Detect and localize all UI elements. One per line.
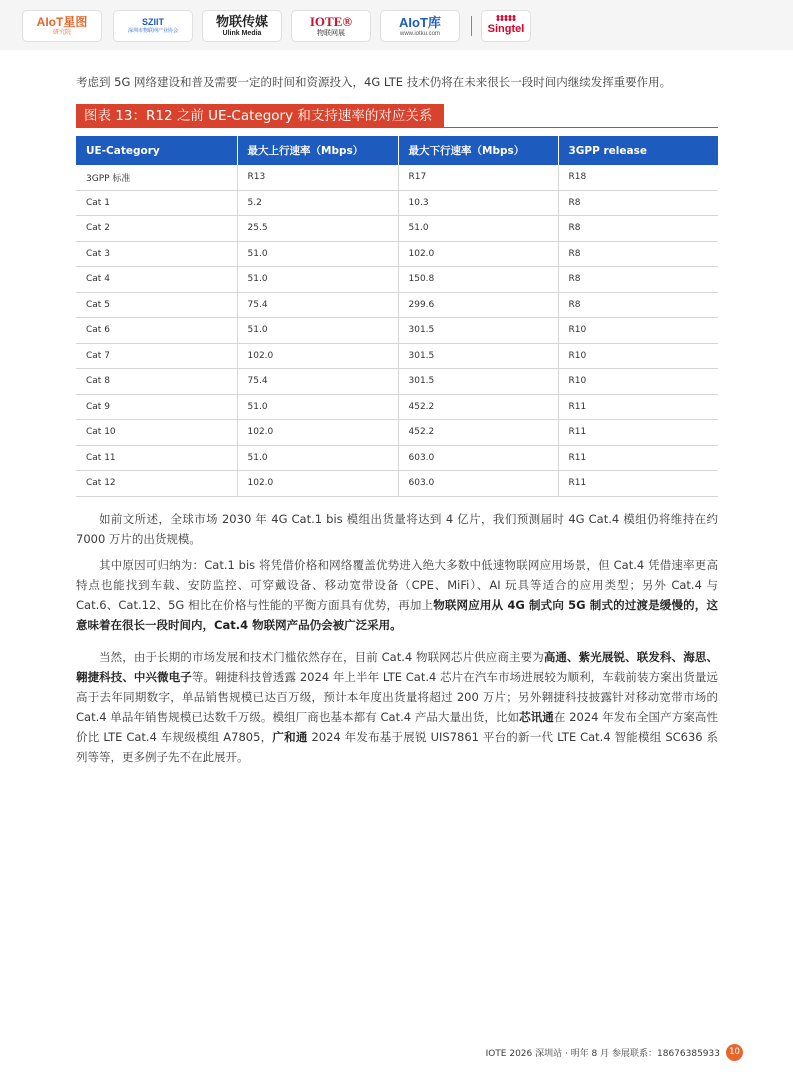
table-header-cell: UE-Category: [76, 136, 237, 165]
table-cell: 51.0: [237, 241, 398, 267]
paragraph-suppliers-fibocom: 广和通: [272, 730, 308, 744]
logo-aiotku-name: AIoT库: [399, 14, 441, 30]
table-cell: Cat 6: [76, 318, 237, 344]
logo-aiot-research-name: AIoT星图: [36, 15, 88, 29]
table-cell: Cat 2: [76, 216, 237, 242]
logo-sziit-name: SZIIT: [142, 17, 164, 27]
logo-aiotku-sub: www.iotku.com: [399, 30, 440, 37]
paragraph-suppliers-simcom: 芯讯通: [519, 710, 554, 724]
table-cell: Cat 3: [76, 241, 237, 267]
intro-text: 考虑到 5G 网络建设和普及需要一定的时间和资源投入，4G LTE 技术仍将在未来很长一段时间内继续发挥重要作用。: [76, 75, 672, 89]
table-cell: Cat 11: [76, 445, 237, 471]
table-row: [76, 394, 718, 420]
logo-separator: [471, 16, 472, 36]
table-cell: 452.2: [398, 420, 558, 446]
figure-caption-title: 图表 13：R12 之前 UE-Category 和支持速率的对应关系: [76, 104, 444, 128]
table-cell: 301.5: [398, 369, 558, 395]
table-cell: 51.0: [237, 445, 398, 471]
table-cell: 603.0: [398, 445, 558, 471]
table-cell: 10.3: [398, 190, 558, 216]
table-row: [76, 292, 718, 318]
paragraph-suppliers-text-c: 等。翱捷科技曾透露 2024 年上半年 LTE Cat.4 芯片在汽车市场进展较为顺利，车载前装方案出货量远高于去年同期数字，单品销售规模已达百万级，预计本年度出货量将超过 200 万片；另外翱捷科技披露针对移动宽带市场的 Cat.4 单品年销售规模已达数千万级。模组厂商也基本都有 Cat.4 产品大量出货，比如: [76, 670, 718, 724]
paragraph-suppliers: [76, 647, 718, 767]
table-cell: R8: [558, 216, 718, 242]
table-header-cell: 3GPP release: [558, 136, 718, 165]
singtel-dots-icon: [496, 15, 516, 21]
page-footer: [486, 1043, 743, 1061]
table-cell: R10: [558, 343, 718, 369]
table-cell: R13: [237, 165, 398, 190]
table-cell: 301.5: [398, 343, 558, 369]
table-cell: 5.2: [237, 190, 398, 216]
table-cell: R8: [558, 190, 718, 216]
table-cell: R18: [558, 165, 718, 190]
table-row: [76, 165, 718, 190]
figure-caption: [76, 104, 718, 128]
paragraph-suppliers-text-g: 2024 年发布基于展锐 UIS7861 平台的新一代 LTE Cat.4 智能模组 SC636 系列等等，更多例子先不在此展开。: [76, 730, 718, 764]
table-cell: 75.4: [237, 292, 398, 318]
table-header-cell: 最大上行速率（Mbps）: [237, 136, 398, 165]
table-cell: R11: [558, 471, 718, 497]
table-cell: R10: [558, 369, 718, 395]
table-cell: R10: [558, 318, 718, 344]
table-cell: 51.0: [398, 216, 558, 242]
table-cell: 301.5: [398, 318, 558, 344]
table-cell: 51.0: [237, 267, 398, 293]
table-cell: R11: [558, 445, 718, 471]
table-cell: Cat 10: [76, 420, 237, 446]
logo-aiotku: [380, 10, 460, 42]
table-cell: Cat 1: [76, 190, 237, 216]
table-cell: Cat 9: [76, 394, 237, 420]
logo-aiot-research-sub: 研究院: [52, 30, 71, 36]
table-cell: 51.0: [237, 318, 398, 344]
table-row: [76, 216, 718, 242]
table-cell: 3GPP 标准: [76, 165, 237, 190]
paragraph-reasons-text: 其中原因可归纳为：Cat.1 bis 将凭借价格和网络覆盖优势进入绝大多数中低速物联网应用场景，但 Cat.4 凭借速率更高特点也能找到车载、安防监控、可穿戴设备、移动宽带设备（CPE、MiFi）、AI 玩具等适合的应用类型；另外 Cat.4 与 Cat.6、Cat.12、5G 相比在价格与性能的平衡方面具有优势，再加上: [76, 558, 718, 612]
ue-category-table: [76, 136, 718, 497]
table-row: [76, 190, 718, 216]
logo-singtel: [481, 10, 531, 42]
table-cell: R11: [558, 394, 718, 420]
logo-iote-sub: 物联网展: [317, 30, 345, 37]
paragraph-forecast: 如前文所述，全球市场 2030 年 4G Cat.1 bis 模组出货量将达到 4 亿片，我们预测届时 4G Cat.4 模组仍将维持在约 7000 万片的出货规模。: [76, 512, 718, 546]
logo-iote-name: IOTE®: [309, 14, 353, 29]
table-cell: R8: [558, 267, 718, 293]
table-cell: R17: [398, 165, 558, 190]
figure-caption-underline: [76, 127, 718, 128]
table-cell: 150.8: [398, 267, 558, 293]
table-row: [76, 318, 718, 344]
table-cell: Cat 5: [76, 292, 237, 318]
logo-iote: [291, 10, 371, 42]
logo-ulink-media-name: 物联传媒: [215, 14, 268, 29]
logo-ulink-media: [202, 10, 282, 42]
paragraph-suppliers-text-e: 在 2024 年发布全国产方案高性价比 LTE Cat.4 车规级模组 A7805，: [76, 710, 718, 744]
page-number-badge: 10: [726, 1044, 743, 1061]
paragraph-reasons-emphasis: 物联网应用从 4G 制式向 5G 制式的过渡是缓慢的，这意味着在很长一段时间内，Cat.4 物联网产品仍会被广泛采用。: [76, 598, 718, 632]
logo-ulink-media-sub: Ulink Media: [222, 30, 262, 37]
table-row: [76, 267, 718, 293]
table-row: [76, 241, 718, 267]
logo-singtel-name: Singtel: [487, 22, 525, 35]
table-cell: Cat 12: [76, 471, 237, 497]
table-row: [76, 471, 718, 497]
footer-contact-text: IOTE 2026 深圳站 · 明年 8 月 参展联系：18676385933: [485, 1048, 720, 1059]
logo-sziit-sub: 深圳市物联网产业协会: [127, 28, 178, 34]
table-cell: 102.0: [237, 471, 398, 497]
logo-sziit: [113, 10, 193, 42]
table-cell: 452.2: [398, 394, 558, 420]
table-cell: 603.0: [398, 471, 558, 497]
table-cell: R8: [558, 241, 718, 267]
table-cell: 51.0: [237, 394, 398, 420]
paragraph-suppliers-chip-vendors: 高通、紫光展锐、联发科、海思、翱捷科技、中兴微电子: [76, 650, 718, 684]
table-header-row: [76, 136, 718, 165]
table-row: [76, 369, 718, 395]
table-cell: R11: [558, 420, 718, 446]
paragraph-reasons: [76, 555, 718, 635]
paragraph-suppliers-text-a: 当然，由于长期的市场发展和技术门槛依然存在，目前 Cat.4 物联网芯片供应商主要为: [99, 650, 544, 664]
table-cell: 75.4: [237, 369, 398, 395]
table-cell: R8: [558, 292, 718, 318]
table-cell: 102.0: [237, 343, 398, 369]
table-cell: Cat 8: [76, 369, 237, 395]
table-cell: 299.6: [398, 292, 558, 318]
table-row: [76, 445, 718, 471]
table-header-cell: 最大下行速率（Mbps）: [398, 136, 558, 165]
table-cell: 102.0: [398, 241, 558, 267]
table-cell: Cat 4: [76, 267, 237, 293]
table-row: [76, 343, 718, 369]
table-cell: Cat 7: [76, 343, 237, 369]
table-cell: 25.5: [237, 216, 398, 242]
logo-aiot-research: [22, 10, 102, 42]
table-row: [76, 420, 718, 446]
table-cell: 102.0: [237, 420, 398, 446]
logo-bar: [0, 0, 793, 50]
